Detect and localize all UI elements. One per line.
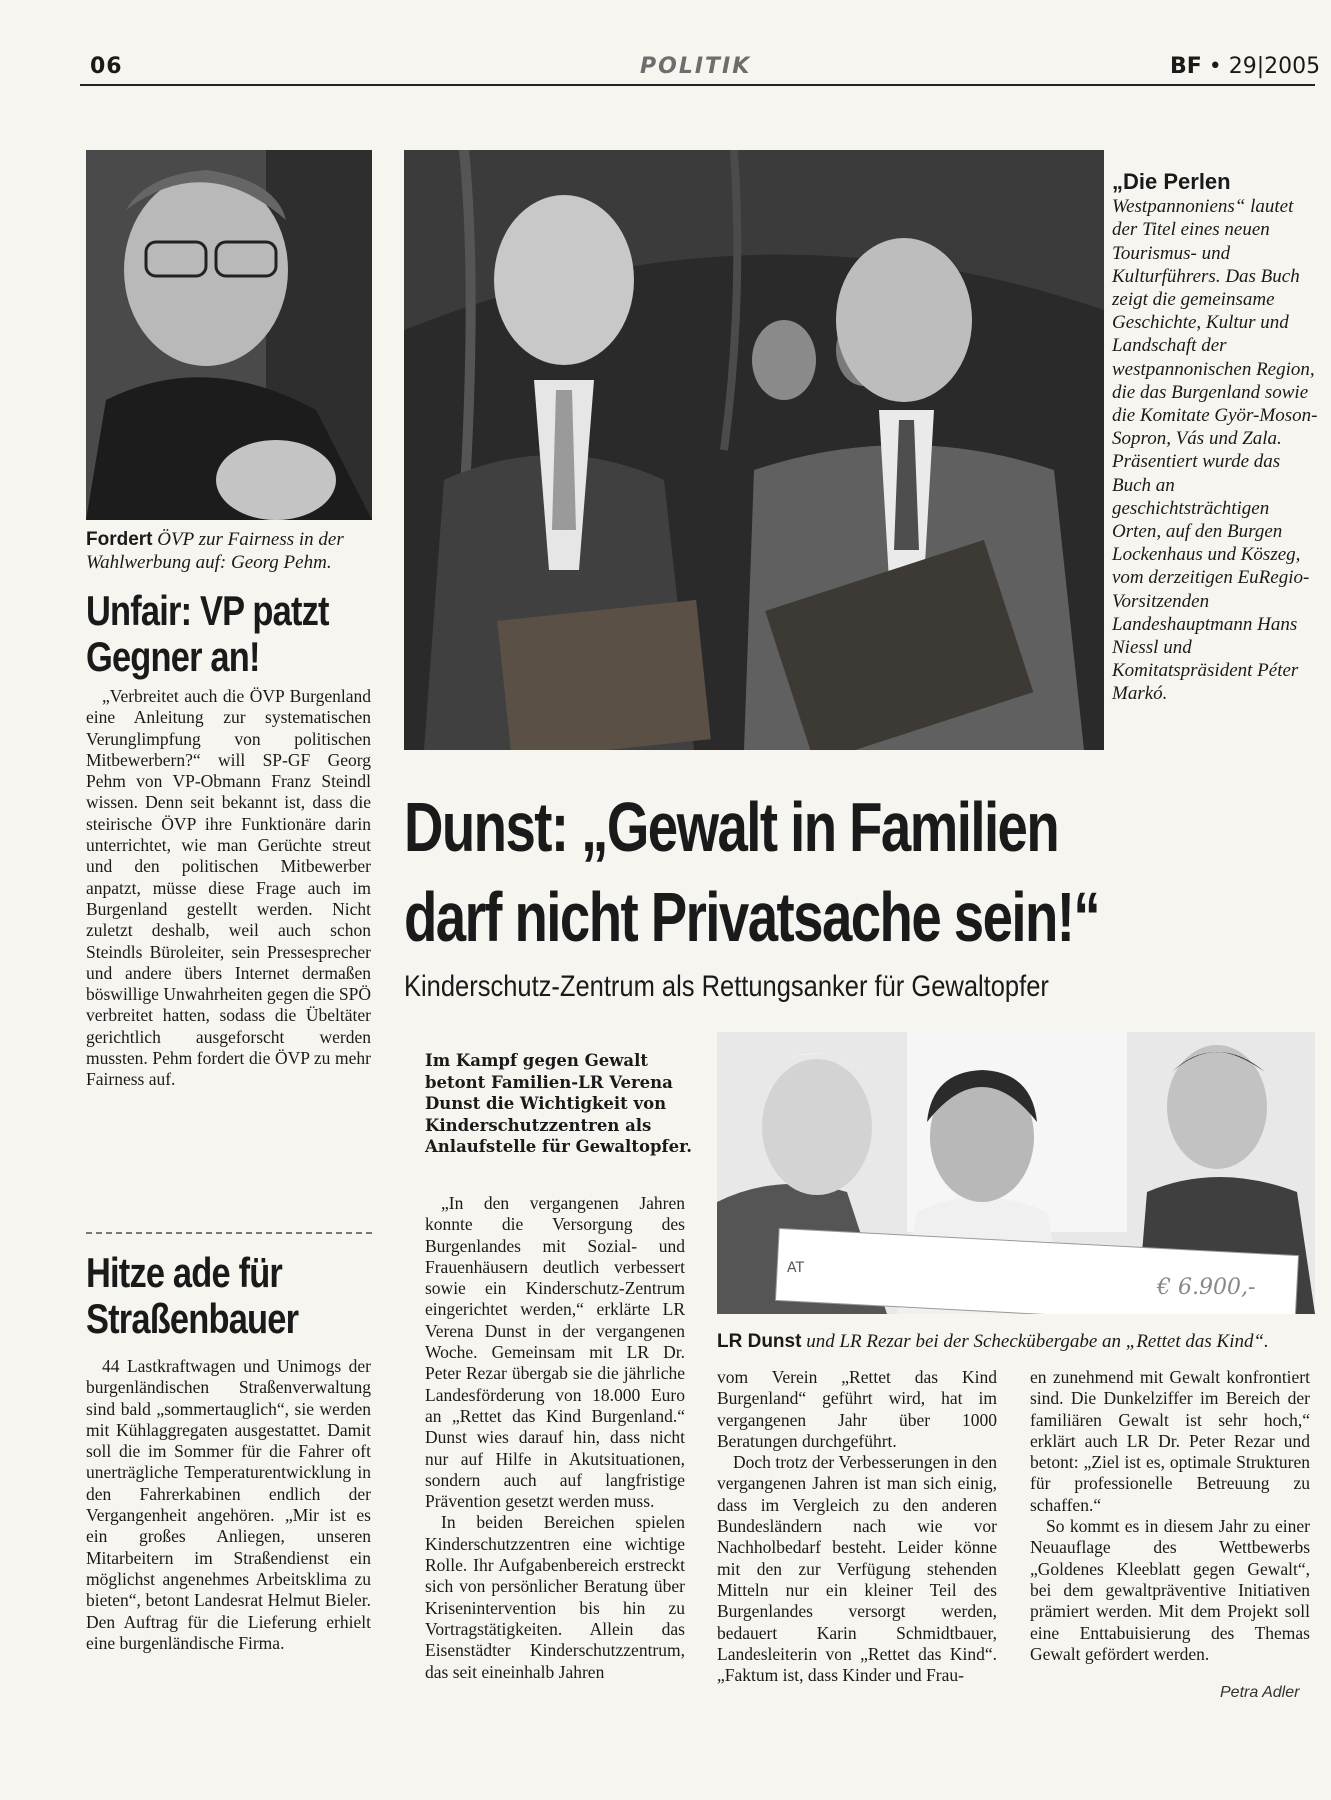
main-lead: Im Kampf gegen Gewalt betont Familien-LR Verena Dunst die Wichtigkeit von Kinderschutzzentren als Anlaufstelle für Gewaltopfer. [425,1051,693,1156]
caption-lead: LR Dunst [717,1331,802,1352]
main-article-column-2 [717,1367,997,1686]
photo-georg-pehm [86,150,372,520]
photo-caption-pehm [86,528,376,574]
article-body-hitze [86,1356,371,1654]
photo-check-handover [717,1032,1315,1314]
article-paragraph: So kommt es in diesem Jahr zu einer Neuauflage des Wettbewerbs „Goldenes Kleeblatt gegen Gewalt“, bei dem gewaltpräventive Initiativen prämiert werden. Mit dem Projekt soll eine Enttabuisierung des Themas Gewalt gefördert werden. [1030,1516,1310,1664]
check-logo-text: AT [787,1260,805,1276]
check-amount: € 6.900,- [1157,1275,1256,1300]
photo-book-presentation [404,150,1104,750]
masthead-brand: BF • 29|2005 [1170,54,1321,79]
caption-lead: Fordert [86,529,153,550]
caption-text: Westpannoniens“ lautet der Titel eines neuen Tourismus- und Kulturführers. Das Buch zeigt die gemeinsame Geschichte, Kultur und Landschaft der westpannonischen Region, die das Burgenland sowie die Komitate Györ-Moson-Sopron, Vás und Zala. Präsentiert wurde das Buch an geschichtsträchtigen Orten, auf den Burgen Lockenhaus und Köszeg, vom derzeitigen EuRegio-Vorsitzenden Landeshauptmann Hans Niessl und Komitatspräsident Péter Markó. [1112,196,1318,705]
article-paragraph: vom Verein „Rettet das Kind Burgenland“ geführt wird, hat im vergangenen Jahr über 1000 Beratungen durchgeführt. [717,1367,997,1451]
main-subheadline: Kinderschutz-Zentrum als Rettungsanker für Gewaltopfer [404,970,1049,1003]
main-headline-line2: darf nicht Privatsache sein!“ [404,878,1100,956]
brand-name: BF [1170,54,1202,79]
caption-lead: „Die Perlen [1112,169,1231,194]
article-headline-hitze: Hitze ade für Straßenbauer [86,1249,299,1342]
main-article-column-1 [425,1193,685,1683]
caption-text: ÖVP zur Fairness in der Wahlwerbung auf: Georg Pehm. [86,529,344,573]
article-paragraph: In beiden Bereichen spielen Kinderschutzzentren eine wichtige Rolle. Ihr Aufgabenbereich erstreckt sich von persönlicher Beratung über Krisenintervention bis hin zu Vortragstätigkeiten. Allein das Eisenstädter Kinderschutzzentrum, das seit eineinhalb Jahren [425,1512,685,1682]
photo-caption-perlen [1112,170,1322,706]
article-paragraph: „In den vergangenen Jahren konnte die Versorgung des Burgenlandes mit Sozial- und Frauenhäusern deutlich verbessert sowie ein Kinderschutz-Zentrum eingerichtet werden,“ erklärte LR Verena Dunst in der vergangenen Woche. Gemeinsam mit LR Dr. Peter Rezar übergab sie die jährliche Landesförderung von 18.000 Euro an „Rettet das Kind Burgenland.“ Dunst wies darauf hin, dass nicht nur auf Hilfe in Akutsituationen, sondern auch auf langfristige Prävention gesetzt werden muss. [425,1193,685,1512]
article-paragraph: „Verbreitet auch die ÖVP Burgenland eine Anleitung zur systematischen Verunglimpfung von politischen Mitbewerbern?“ will SP-GF Georg Pehm von VP-Obmann Franz Steindl wissen. Denn seit bekannt ist, dass die steirische ÖVP ihre Funktionäre darin unterrichtet, wie man Gerüchte streut und den politischen Mitbewerber anpatzt, müsse diese Frage auch im Burgenland gestellt werden. Nicht zuletzt deshalb, weil auch schon Steindls Büroleiter, sein Pressesprecher und andere übers Internet dermaßen böswillige Unwahrheiten gegen die SPÖ verbreitet hatten, sodass die Übeltäter gerichtlich ausgeforscht werden mussten. Pehm fordert die ÖVP zu mehr Fairness auf. [86,686,371,1090]
article-paragraph: Doch trotz der Verbesserungen in den vergangenen Jahren ist man sich einig, dass im Vergleich zu den anderen Bundesländern nach wie vor Nachholbedarf besteht. Leider könne mit den zur Verfügung stehenden Mitteln nur ein kleiner Teil des Burgenlandes versorgt werden, bedauert Karin Schmidtbauer, Landesleiterin von „Rettet das Kind“. „Faktum ist, dass Kinder und Frau- [717,1452,997,1686]
section-title: POLITIK [640,54,752,79]
photo-caption-check [717,1330,1317,1353]
article-paragraph: en zunehmend mit Gewalt konfrontiert sind. Die Dunkelziffer im Bereich der familiären Gewalt ist sehr hoch,“ erklärt auch LR Dr. Peter Rezar und betont: „Ziel ist es, optimale Strukturen für professionelle Betreuung zu schaffen.“ [1030,1367,1310,1515]
article-byline: Petra Adler [1220,1684,1300,1701]
page-number: 06 [90,54,123,79]
caption-text: und LR Rezar bei der Scheckübergabe an „Rettet das Kind“. [806,1331,1269,1352]
main-article-column-3 [1030,1367,1310,1665]
article-divider [86,1232,372,1234]
article-headline-unfair: Unfair: VP patzt Gegner an! [86,587,329,680]
issue-number: 29|2005 [1228,54,1321,79]
header-rule [80,84,1315,86]
main-headline-line1: Dunst: „Gewalt in Familien [404,788,1059,866]
article-paragraph: 44 Lastkraftwagen und Unimogs der burgenländischen Straßenverwaltung sind bald „sommertauglich“, sie werden mit Kühlaggregaten ausgestattet. Damit soll die im Sommer für die Fahrer oft unerträgliche Temperaturentwicklung in den Fahrerkabinen endlich der Vergangenheit angehören. „Mir ist es ein großes Anliegen, unseren Mitarbeitern im Straßendienst ein möglichst angenehmes Arbeitsklima zu bieten“, betont Landesrat Helmut Bieler. Den Auftrag für die Lieferung erhielt eine burgenländische Firma. [86,1356,371,1653]
article-body-unfair [86,686,371,1091]
